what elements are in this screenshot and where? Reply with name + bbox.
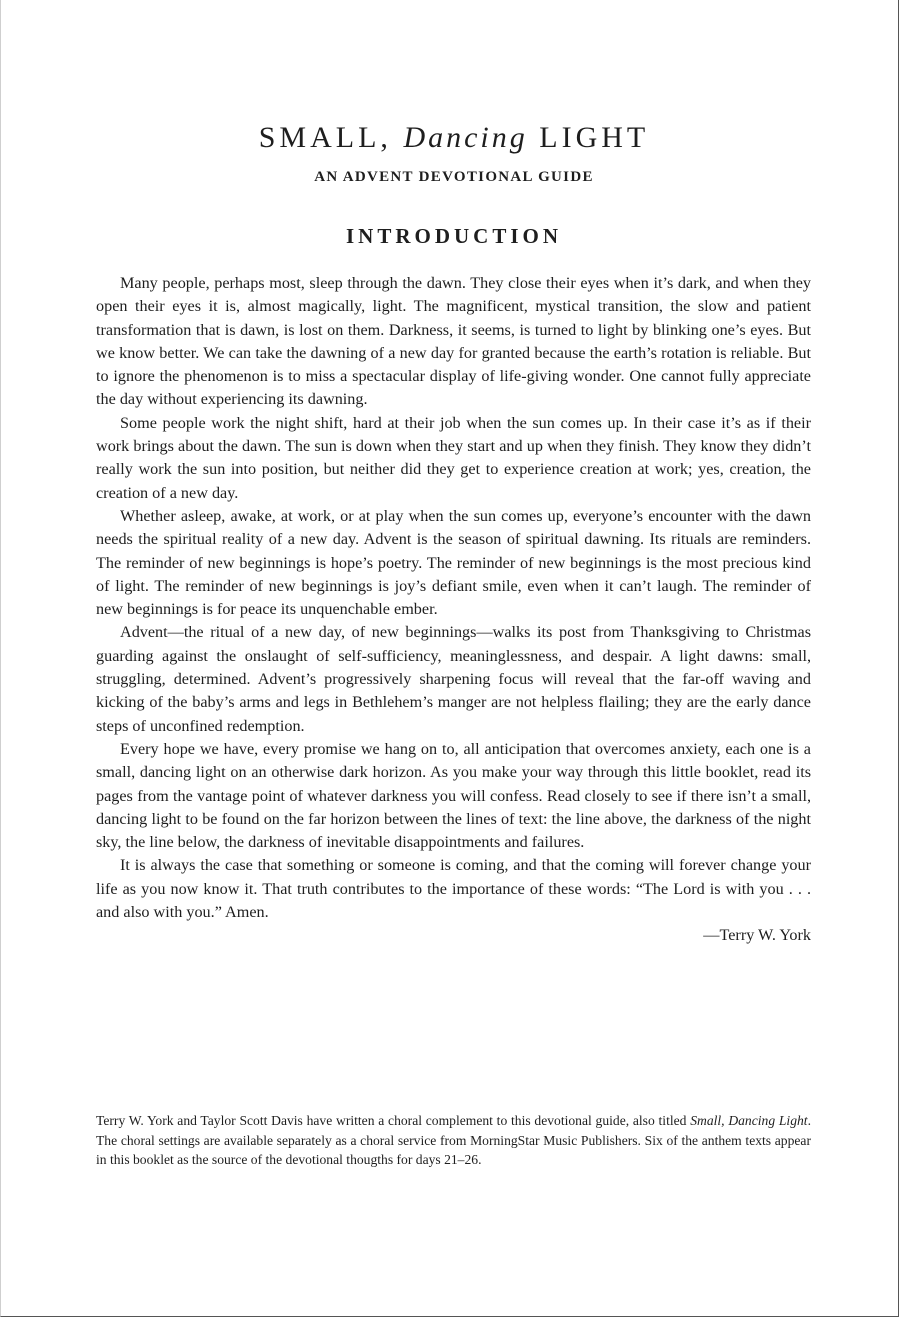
paragraph-6: It is always the case that something or someone is coming, and that the coming will forever change your life as you now know it. That truth contributes to the importance of these words: “The Lord is with you . . . and also with you.” Amen. [96, 856, 811, 922]
footnote-text-after: . The choral settings are available separately as a choral service from MorningStar Music Publishers. Six of the anthem texts appear in this booklet as the source of the devotional thougths for days 21–26. [96, 1113, 811, 1168]
author-signature: —Terry W. York [703, 926, 811, 945]
page-title [0, 118, 900, 158]
title-italic: Dancing [403, 121, 528, 154]
footnote-italic-title: Small, Dancing Light [690, 1113, 808, 1128]
paragraph-5: Every hope we have, every promise we hang on to, all anticipation that overcomes anxiety, each one is a small, dancing light on an otherwise dark horizon. As you make your way through this little booklet, read its pages from the vantage point of whatever darkness you will confess. Read closely to see if there isn’t a small, dancing light to be found on the far horizon between the lines of text: the line above, the darkness of the night sky, the line below, the darkness of inevitable disappointments and failures. [96, 739, 811, 852]
footnote [96, 1111, 811, 1170]
paragraph-1: Many people, perhaps most, sleep through the dawn. They close their eyes when it’s dark, and when they open their eyes it is, almost magically, light. The magnificent, mystical transition, the slow and patient transformation that is dawn, is lost on them. Darkness, it seems, is turned to light by blinking one’s eyes. But we know better. We can take the dawning of a new day for granted because the earth’s rotation is reliable. But to ignore the phenomenon is to miss a spectacular display of life-giving wonder. One cannot fully appreciate the day without experiencing its dawning. [96, 274, 811, 409]
section-heading: INTRODUCTION [345, 224, 563, 248]
page-subtitle: AN ADVENT DEVOTIONAL GUIDE [314, 169, 594, 185]
introduction-body [96, 272, 811, 948]
paragraph-2: Some people work the night shift, hard at their job when the sun comes up. In their case it’s as if their work brings about the dawn. The sun is down when they start and up when they finish. They know they didn’t really work the sun into position, but neither did they get to experience creation at work; yes, creation, the creation of a new day. [96, 413, 811, 502]
paragraph-3: Whether asleep, awake, at work, or at play when the sun comes up, everyone’s encounter with the dawn needs the spiritual reality of a new day. Advent is the season of spiritual dawning. Its rituals are reminders. The reminder of new beginnings is hope’s poetry. The reminder of new beginnings is the most precious kind of light. The reminder of new beginnings is joy’s defiant smile, even when it can’t laugh. The reminder of new beginnings is for peace its unquenchable ember. [96, 506, 811, 619]
paragraph-4: Advent—the ritual of a new day, of new beginnings—walks its post from Thanksgiving to Christmas guarding against the onslaught of self-sufficiency, meaninglessness, and despair. A light dawns: small, struggling, determined. Advent’s progressively sharpening focus will reveal that the far-off waving and kicking of the baby’s arms and legs in Bethlehem’s manger are not helpless flailing; they are the early dance steps of unconfined redemption. [96, 623, 811, 735]
title-part-2: LIGHT [539, 121, 650, 154]
footnote-text-before: Terry W. York and Taylor Scott Davis have written a choral complement to this devotional guide, also titled [96, 1113, 691, 1128]
title-part-1: SMALL, [258, 121, 392, 154]
